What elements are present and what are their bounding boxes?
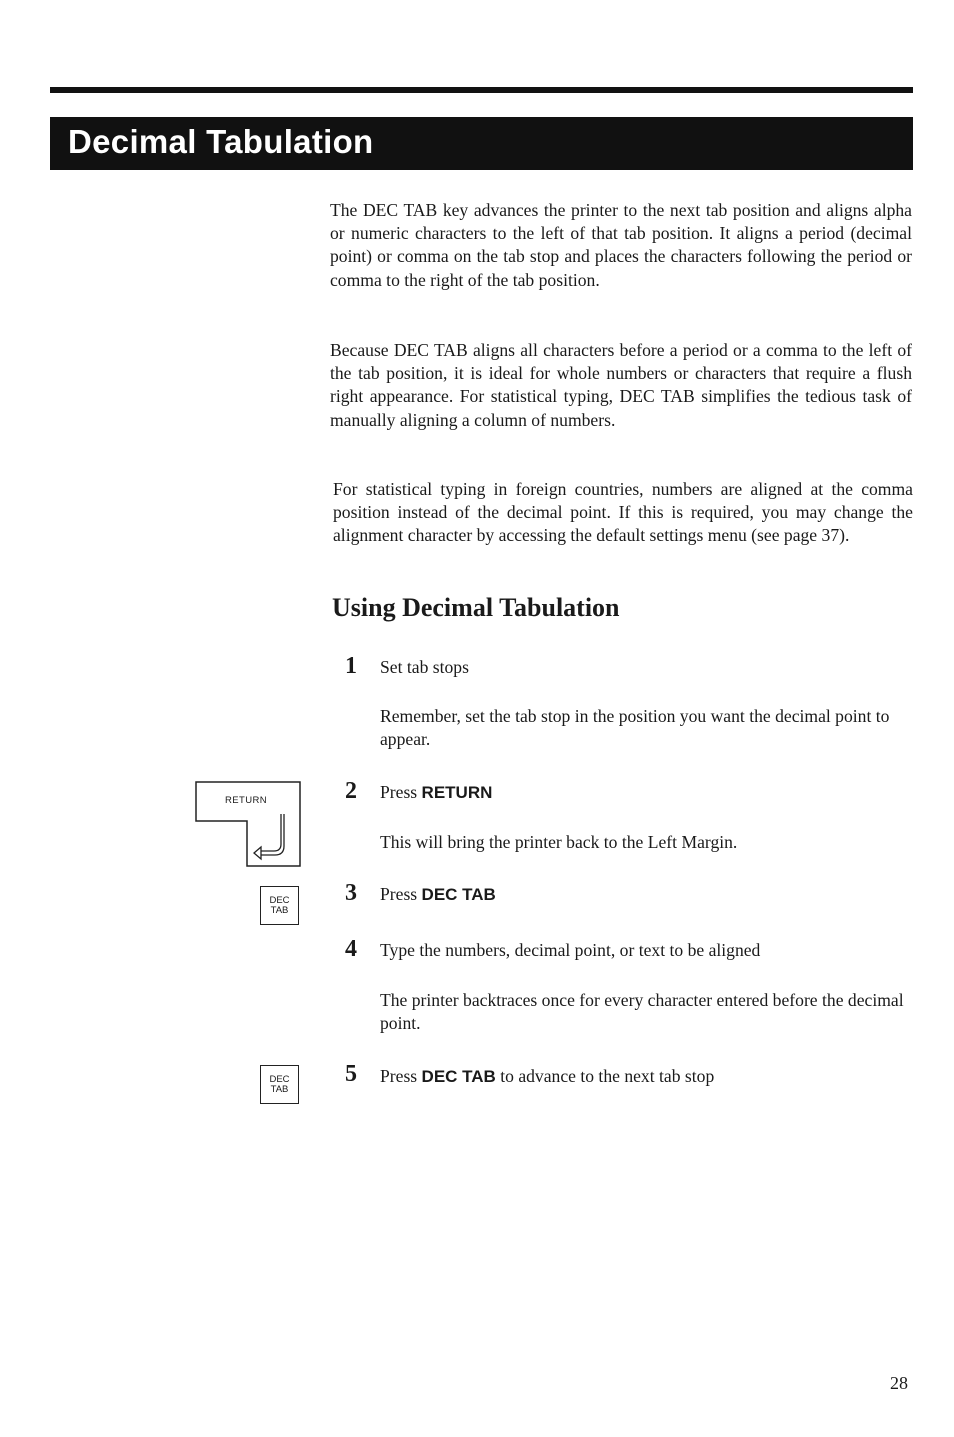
page-number: 28 [890, 1373, 908, 1393]
intro-paragraph-1: The DEC TAB key advances the printer to the next tab position and aligns alpha or numeric characters to the left of that tab position. It aligns a period (decimal point) or comma on the tab stop and places the characters following the period or comma to the right of the tab position. [330, 200, 912, 290]
return-key-label: RETURN [225, 795, 267, 806]
dec-tab-key-line2: TAB [270, 1084, 289, 1095]
dec-tab-key-line1: DEC [269, 1074, 290, 1085]
step-note: The printer backtraces once for every character entered before the decimal point. [380, 990, 904, 1034]
key-name: DEC TAB [421, 1067, 496, 1086]
step-text: Press DEC TAB [380, 884, 496, 904]
step-number: 4 [345, 936, 357, 962]
dec-tab-key-icon [260, 1065, 299, 1104]
step-text: Set tab stops [380, 657, 469, 677]
step-number: 2 [345, 778, 357, 804]
step-text: Press DEC TAB to advance to the next tab stop [380, 1066, 715, 1086]
key-name: DEC TAB [421, 885, 496, 904]
step-number: 1 [345, 653, 357, 679]
step-note: This will bring the printer back to the Left Margin. [380, 832, 738, 852]
title-bar [50, 117, 913, 170]
top-rule [50, 87, 913, 93]
page-title: Decimal Tabulation [68, 123, 374, 160]
dec-tab-key-line1: DEC [269, 895, 290, 906]
step-note: Remember, set the tab stop in the position you want the decimal point to appear. [380, 706, 890, 750]
dec-tab-key-icon [260, 886, 299, 925]
step-number: 3 [345, 880, 357, 906]
dec-tab-key-line2: TAB [270, 905, 289, 916]
step-text: Type the numbers, decimal point, or text to be aligned [380, 940, 761, 960]
intro-paragraph-2: Because DEC TAB aligns all characters before a period or a comma to the left of the tab position, it is ideal for whole numbers or characters that require a flush right appearance. For statistical typing, DEC TAB simplifies the tedious task of manually aligning a column of numbers. [330, 340, 912, 430]
key-name: RETURN [421, 783, 493, 802]
return-key-icon [195, 781, 301, 867]
intro-paragraph-3: For statistical typing in foreign countries, numbers are aligned at the comma position instead of the decimal point. If this is required, you may change the alignment character by accessing the default settings menu (see page 37). [333, 479, 913, 546]
section-heading: Using Decimal Tabulation [332, 593, 620, 622]
step-text: Press RETURN [380, 782, 493, 802]
step-number: 5 [345, 1061, 357, 1087]
